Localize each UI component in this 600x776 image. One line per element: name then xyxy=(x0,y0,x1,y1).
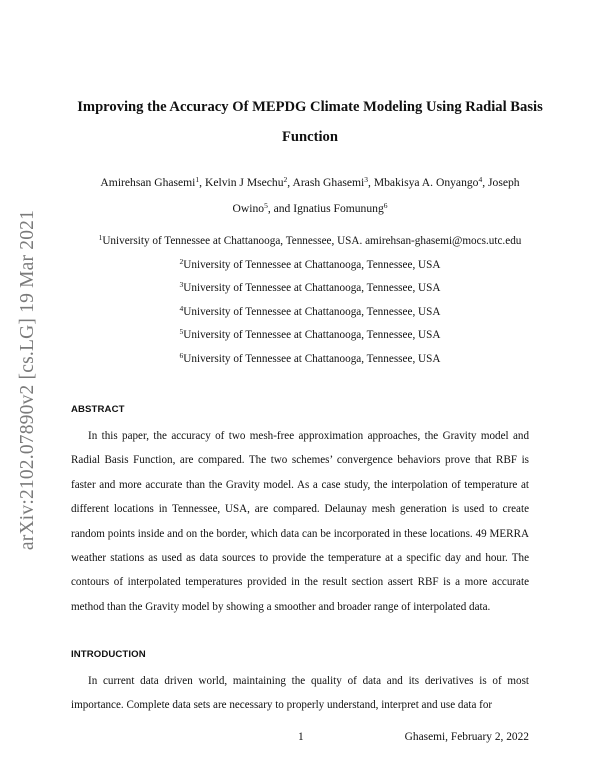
affiliation-line xyxy=(60,254,560,278)
affiliation-line xyxy=(60,324,560,348)
author-name: Amirehsan Ghasemi xyxy=(100,176,196,189)
affiliation-text: University of Tennessee at Chattanooga, Tennessee, USA xyxy=(183,329,441,342)
author xyxy=(100,176,199,189)
author-list: Amirehsan Ghasemi$^1$, Kelvin J Msechu$^2$, Arash Ghasemi$^3$, Mbakisya A. Onyango$^4$, Joseph Owino$^5$, and Ignatius Fomunung$^6$ xyxy=(100,175,520,215)
author-name: Arash Ghasemi xyxy=(292,176,365,189)
author-affiliation-mark: 4 xyxy=(478,175,483,184)
page-number: 1 xyxy=(298,731,304,743)
author xyxy=(292,176,368,189)
affiliation-line xyxy=(60,277,560,301)
affiliation-mark: 4 xyxy=(179,303,184,313)
author-name: Ignatius Fomunung xyxy=(293,202,384,215)
paper-title: Improving the Accuracy Of MEPDG Climate Modeling Using Radial Basis Function xyxy=(77,99,543,145)
introduction-heading: INTRODUCTION xyxy=(71,649,146,660)
affiliation-text: University of Tennessee at Chattanooga, Tennessee, USA xyxy=(183,282,441,295)
affiliation-mark: 6 xyxy=(179,350,184,360)
author xyxy=(293,202,387,215)
affiliation-text: University of Tennessee at Chattanooga, Tennessee, USA xyxy=(183,352,441,365)
affiliation-line xyxy=(60,348,560,372)
abstract-body: In this paper, the accuracy of two mesh-free approximation approaches, the Gravity model and Radial Basis Function, are compared. The two schemes’ convergence behaviors prove that RBF is faster and more accurate than the Gravity model. As a case study, the interpolation of temperature at different locations in Tennessee, USA, are compared. Delaunay mesh generation is used to create random points inside and on the border, which data can be incorporated in these locations. 49 MERRA weather stations as used as data sources to provide the temperature at a specific day and hour. The contours of interpolated temperatures provided in the result section assert RBF is a more accurate method than the Gravity model by showing a smoother and broader range of interpolated data. xyxy=(71,430,529,613)
affiliation-text: University of Tennessee at Chattanooga, Tennessee, USA. amirehsan-ghasemi@mocs.utc.edu xyxy=(102,235,522,247)
affiliation-list xyxy=(60,230,560,372)
affiliation-text: University of Tennessee at Chattanooga, Tennessee, USA xyxy=(183,305,441,318)
author-affiliation-mark: 2 xyxy=(283,175,288,184)
affiliation-mark: 2 xyxy=(179,256,184,266)
author-affiliation-mark: 1 xyxy=(195,175,200,184)
author-affiliation-mark: 6 xyxy=(383,201,388,210)
affiliation-line xyxy=(60,301,560,325)
author-name: Mbakisya A. Onyango xyxy=(373,176,479,189)
author-name: Joseph Owino xyxy=(232,176,520,215)
author xyxy=(374,176,482,189)
affiliation-mark: 5 xyxy=(179,327,184,337)
abstract-heading: ABSTRACT xyxy=(71,404,125,415)
introduction-body: In current data driven world, maintaining the quality of data and its derivatives is of most importance. Complete data sets are necessary to properly understand, interpret and use data for xyxy=(71,675,529,712)
running-footer: Ghasemi, February 2, 2022 xyxy=(404,731,529,743)
author xyxy=(205,176,287,189)
arxiv-stamp xyxy=(14,200,42,560)
author-affiliation-mark: 3 xyxy=(364,175,369,184)
author-affiliation-mark: 5 xyxy=(264,201,268,210)
arxiv-stamp-text: arXiv:2102.07890v2 [cs.LG] 19 Mar 2021 xyxy=(17,209,39,551)
affiliation-mark: 1 xyxy=(98,233,103,242)
affiliation-text: University of Tennessee at Chattanooga, Tennessee, USA xyxy=(183,258,441,271)
affiliation-mark: 3 xyxy=(179,280,184,290)
affiliation-line xyxy=(60,230,560,254)
author-name: Kelvin J Msechu xyxy=(204,176,284,189)
